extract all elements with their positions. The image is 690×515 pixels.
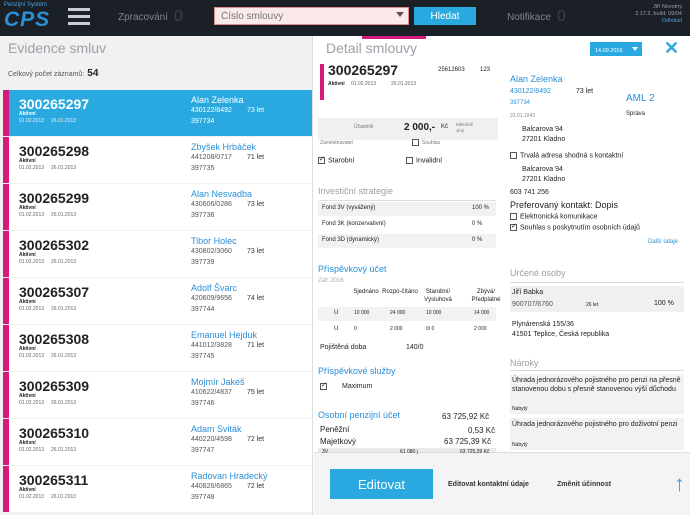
contract-row[interactable] [3,466,313,512]
contract-number: 300265297 [19,96,90,112]
contribution-account-title: Příspěvkový účet [318,264,387,274]
contract-dates [19,353,83,359]
client-rc: 440826/6865 [191,483,232,490]
client-code: 397747 [191,447,215,454]
status-stripe [320,64,324,100]
checkbox[interactable] [510,152,517,159]
client-age: 72 let [247,436,265,443]
contract-number: 300265309 [19,378,90,394]
contract-list-panel [0,36,313,515]
contract-number: 300265307 [19,284,90,300]
contribution-kind: U [334,310,339,316]
contribution-cell: 2 000 [390,326,403,332]
checkbox[interactable] [510,213,517,220]
aml-level: AML 2 [626,93,655,104]
amount-note: Měsíčně Jiný [456,122,474,133]
divider [510,282,684,283]
contract-row[interactable] [3,419,313,465]
contract-date-start: 01.02.2013 [19,165,45,171]
contract-list [3,90,313,513]
client-rc: 430606/0286 [191,201,232,208]
action-footer [314,452,690,515]
tab-indicator [362,36,426,39]
contact-address-city: 27201 Kladno [522,136,566,143]
person-age: 73 let [576,88,594,95]
contract-dates [19,306,83,312]
edit-contact-button[interactable]: Editovat kontaktní údaje [448,481,529,488]
contract-date-signed: 26.01.2013 [51,447,77,453]
close-icon[interactable]: ✕ [664,38,680,58]
contract-date-start: 01.02.2013 [19,259,45,265]
person-birthdate: 22.01.1943 [510,113,536,119]
client-name: Emanuel Hejduk [191,330,258,340]
client-rc: 410622/4837 [191,389,232,396]
logo-subtitle: Penzijní Systém [4,2,48,8]
contribution-row-bg [318,307,496,321]
preferred-contact: Preferovaný kontakt: Dopis [510,200,619,210]
client-age: 73 let [247,107,265,114]
client-name: Tibor Holec [191,236,237,246]
user-info [635,4,682,25]
checkbox[interactable] [412,139,419,146]
contract-detail-panel [314,36,690,515]
client-code: 397744 [191,306,215,313]
contract-date-start: 01.02.2013 [19,400,45,406]
app-version: 2.17.2, build: 09/04 [635,11,682,17]
contract-row[interactable] [3,325,313,371]
contract-number: 300265310 [19,425,90,441]
client-name: Zbyšek Hrbáček [191,142,257,152]
client-name: Adolf Švarc [191,283,238,293]
client-rc: 441012/3828 [191,342,232,349]
client-code: 397748 [191,494,215,501]
contract-date-signed: 26.01.2013 [51,353,77,359]
client-rc: 420609/9656 [191,295,232,302]
phone-number: 603 741 256 [510,189,549,196]
contribution-header: Sjednáno [353,289,379,295]
claims-title: Nároky [510,358,539,368]
cash-value: 0,53 Kč [468,426,496,435]
fund-name: Fond 3D (dynamický) [322,237,380,243]
data-consent-checkbox[interactable]: ✓Souhlas s poskytnutím osobních údajů [510,224,640,231]
contract-status: Aktivní [19,252,36,258]
contract-date-start: 01.02.2013 [19,212,45,218]
client-age: 73 let [247,248,265,255]
contribution-cell: 2 000 [474,326,487,332]
user-name: Jiří Novotný [652,4,682,10]
nav-notifikace[interactable]: Notifikace [507,12,551,23]
notifikace-count: 0 [557,8,566,25]
client-name: Mojmír Jakeš [191,377,245,387]
contribution-cell: 0 [354,326,357,332]
contract-date-signed: 26.01.2013 [51,118,77,124]
detail-date-2: 26.01.2013 [391,81,417,87]
property-label: Majetkový [320,437,357,446]
client-rc: 430122/8492 [191,107,232,114]
claim-state: Nabytý [512,406,528,412]
insured-period-label: Pojištěná doba [320,344,367,351]
contribution-cell: 14 000 [474,310,490,316]
fund-name: Fond 3V (vyvážený) [322,205,376,211]
divider [318,200,496,201]
person-code: 397734 [510,100,531,106]
contract-row[interactable] [3,372,313,418]
detail-extra-2: 123 [480,67,491,73]
contract-status: Aktivní [19,205,36,211]
contract-dates [19,118,83,124]
contribution-cell: 10 000 [354,310,370,316]
client-age: 74 let [247,295,265,302]
detail-status: Aktivní [328,81,345,87]
client-code: 397734 [191,118,215,125]
change-effectiveness-button[interactable]: Změnit účinnost [557,481,612,488]
contract-date-signed: 26.01.2013 [51,165,77,171]
client-rc: 440220/4598 [191,436,232,443]
permanent-address-street: Balcarova 94 [522,166,563,173]
fund-row-kind: 3V [322,449,329,455]
fund-share: 0 % [472,237,483,243]
contract-row[interactable] [3,278,313,324]
contract-row[interactable] [3,137,313,183]
contribution-header: Rozpo-čítáno [382,289,418,295]
client-name: Alan Zelenka [191,95,244,105]
contribution-header: Starobní/ Výsluhová [424,289,452,303]
nav-zpracovani[interactable]: Zpracování [118,12,169,23]
person-rc: 430122/8492 [510,88,551,95]
contract-dates [19,447,83,453]
amount-label: Účastník [354,124,374,130]
maximum-checkbox[interactable]: ✓Maximum [320,383,372,390]
contract-status: Aktivní [19,346,36,352]
contract-dates [19,494,83,500]
total-count: Celkový počet záznamů: 54 [8,68,99,79]
disability-checkbox[interactable]: Invalidní [406,157,442,164]
contract-date-signed: 26.01.2013 [51,212,77,218]
client-age: 71 let [247,154,265,161]
contract-dates [19,259,83,265]
electronic-comm-checkbox[interactable]: Elektronická komunikace [510,213,597,220]
client-code: 397746 [191,400,215,407]
contact-address-street: Balcarova 94 [522,126,563,133]
checkbox-checked[interactable] [318,157,325,164]
contract-date-signed: 26.01.2013 [51,400,77,406]
insured-period-value: 140/0 [406,344,424,351]
designated-person-street: Plynárenská 155/36 [512,321,574,328]
client-age: 72 let [247,483,265,490]
contract-dates [19,212,83,218]
old-age-checkbox[interactable]: ✓Starobní [318,157,354,164]
contract-date-start: 01.02.2013 [19,118,45,124]
client-rc: 441208/0717 [191,154,232,161]
fund-share: 0 % [472,221,483,227]
client-age: 73 let [247,201,265,208]
designated-person-name: Jiří Babka [512,289,544,296]
contract-number: 300265298 [19,143,90,159]
contract-date-signed: 26.01.2013 [51,259,77,265]
designated-person-share: 100 % [654,300,674,307]
app-logo[interactable] [4,2,60,32]
client-name: Adam Sviták [191,424,242,434]
personal-account-title: Osobní penzijní účet [318,410,401,420]
contract-date-signed: 26.01.2013 [51,494,77,500]
top-bar [0,0,690,36]
chevron-down-icon[interactable] [396,12,404,17]
client-rc: 430802/3060 [191,248,232,255]
list-title: Evidence smluv [8,40,107,56]
contract-number: 300265308 [19,331,90,347]
contract-date-start: 01.02.2013 [19,447,45,453]
client-code: 397735 [191,165,215,172]
contribution-header: Zbývá/ Předplatné [471,289,501,303]
client-code: 397736 [191,212,215,219]
zpracovani-count: 0 [174,8,183,25]
designated-persons-title: Určené osoby [510,268,566,278]
property-value: 63 725,39 Kč [444,437,492,446]
more-info-link[interactable]: Další údaje [648,239,679,245]
consent-checkbox[interactable]: Souhlas [412,139,440,146]
services-title: Příspěvkové služby [318,366,396,376]
contract-date-start: 01.02.2013 [19,494,45,500]
contract-status: Aktivní [19,299,36,305]
aml-state: Správa [626,111,646,117]
fund-row-units: 61 080 j [400,449,418,455]
client-age: 71 let [247,342,265,349]
fund-share: 100 % [472,205,490,211]
contract-row[interactable] [3,231,313,277]
fund-row-value: 63 725,39 Kč [460,449,490,455]
contract-dates [19,165,83,171]
designated-person-city: 41501 Teplice, Česká republika [512,331,610,338]
contract-number: 300265302 [19,237,90,253]
detail-date-1: 01.02.2013 [351,81,377,87]
search-button[interactable]: Hledat [414,7,476,25]
employer-label: Zaměstnavatel [320,140,353,146]
client-age: 75 let [247,389,265,396]
contract-row[interactable] [3,90,313,136]
amount-unit: Kč [441,124,449,130]
contract-search-input[interactable] [215,8,395,24]
contract-number: 300265311 [19,472,89,488]
amount-value: 2 000,- [404,122,436,133]
contract-search[interactable] [214,7,409,25]
date-select[interactable]: 14.09.2016 [590,42,642,56]
contract-date-start: 01.02.2013 [19,306,45,312]
client-name: Radovan Hradecký [191,471,268,481]
detail-number: 300265297 [328,62,399,78]
contract-status: Aktivní [19,158,36,164]
designated-person-rc: 900707/6760 [512,301,553,308]
contribution-cell: 0/ 0 [426,326,435,332]
contribution-cell: 10 000 [426,310,442,316]
checkbox-checked[interactable] [320,383,327,390]
contract-date-signed: 26.01.2013 [51,306,77,312]
same-address-checkbox[interactable]: Trvalá adresa shodná s kontaktní [510,152,623,159]
contract-status: Aktivní [19,393,36,399]
edit-button[interactable]: Editovat [330,469,433,499]
chevron-down-icon [632,47,638,51]
arrow-up-icon[interactable]: ↑ [674,471,685,496]
detail-title: Detail smlouvy [326,40,418,56]
checkbox[interactable] [406,157,413,164]
logo-text: CPS [4,8,51,31]
divider [510,370,684,371]
person-name[interactable]: Alan Zelenka [510,74,563,84]
detail-extra-1: 25612603 [438,67,465,73]
claim-text: Úhrada jednorázového pojistného pro doživotní penzi [512,421,678,428]
contract-number: 300265299 [19,190,90,206]
menu-icon[interactable] [68,8,90,26]
investment-strategy-title: Investiční strategie [318,186,394,196]
contract-status: Aktivní [19,487,36,493]
contract-status: Aktivní [19,111,36,117]
designated-person-age: 26 let [586,302,599,308]
contribution-kind: U [334,326,339,332]
checkbox-checked[interactable] [510,224,517,231]
client-name: Alan Nesvadba [191,189,253,199]
contribution-cell: 24 000 [390,310,406,316]
permanent-address-city: 27201 Kladno [522,176,566,183]
contract-row[interactable] [3,184,313,230]
contribution-period: Září 2016 [318,278,344,284]
fund-name: Fond 3K (konzervativní) [322,221,386,227]
contract-date-start: 01.02.2013 [19,353,45,359]
claim-text: Úhrada jednorázového pojistného pro penzi na přesně stanovenou dobu s přesně stanovenou výší důchodu [512,377,681,393]
personal-account-total: 63 725,92 Kč [442,412,490,421]
contract-dates [19,400,83,406]
claim-state: Nabytý [512,442,528,448]
client-code: 397739 [191,259,215,266]
logout-link[interactable]: Odhlásit [661,18,682,24]
cash-label: Peněžní [320,425,350,434]
contract-status: Aktivní [19,440,36,446]
client-code: 397745 [191,353,215,360]
